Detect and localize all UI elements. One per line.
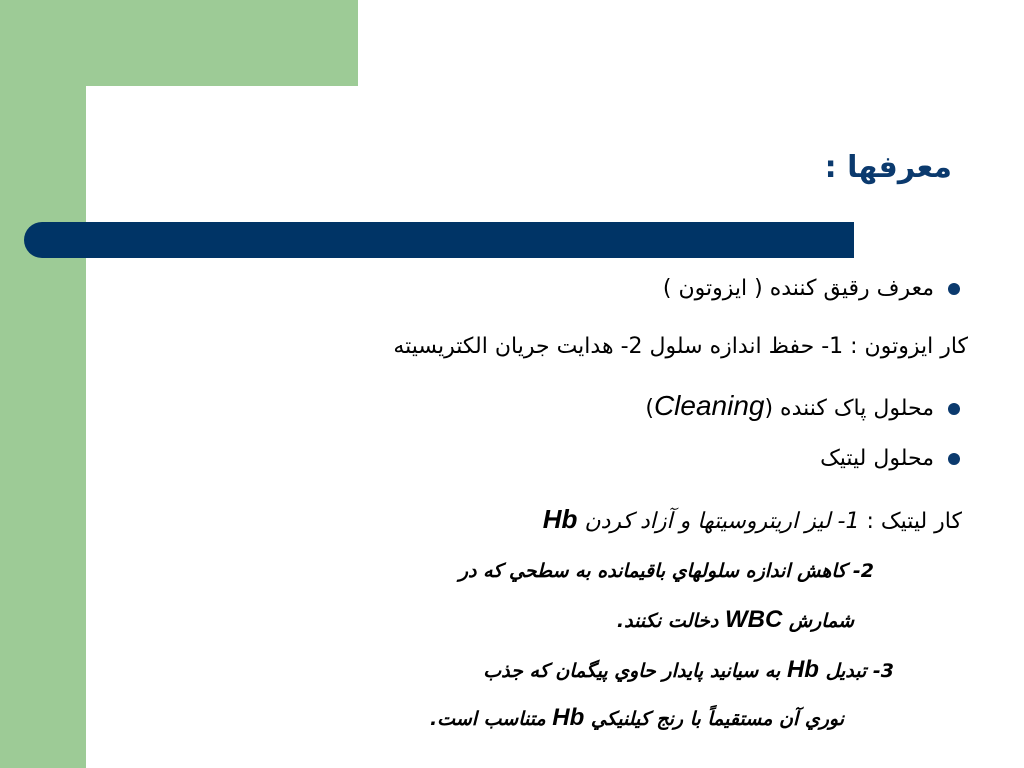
bullet-diluent-text: معرف رقيق كننده ( ايزوتون ) <box>662 276 934 301</box>
bullet-lytic <box>820 446 960 471</box>
lytic-label: کار ليتيک : <box>859 509 962 534</box>
bullet-cleaning-prefix: محلول پاک کننده ( <box>764 396 934 421</box>
item2-wbc: WBC <box>724 606 783 633</box>
item3b-prefix: نوري آن مستقيماً با رنج كيلنيكي <box>584 708 844 730</box>
item3-suffix: به سيانيد پايدار حاوي پيگمان كه جذب <box>483 660 787 682</box>
item3b-hb: Hb <box>552 704 585 731</box>
item2-suffix: دخالت نكنند. <box>616 610 725 632</box>
bullet-cleaning <box>645 390 960 422</box>
bullet-cleaning-latin: Cleaning <box>653 390 765 421</box>
green-top-band <box>0 0 358 86</box>
bullet-dot <box>948 283 960 295</box>
item2-prefix: شمارش <box>782 610 854 632</box>
lytic-item1: 1- ليز اريتروسيتها و آزاد کردن <box>577 509 860 534</box>
lytic-hb: Hb <box>542 504 578 534</box>
item3b-suffix: متناسب است. <box>429 708 553 730</box>
bullet-dot <box>948 453 960 465</box>
green-left-band <box>0 0 86 768</box>
bullet-diluent <box>663 276 960 301</box>
lytic-function-line <box>543 504 962 535</box>
bullet-cleaning-suffix: ) <box>645 396 654 421</box>
lytic-item2-line2 <box>617 606 854 634</box>
bullet-lytic-text: محلول ليتيک <box>820 446 934 471</box>
item3-hb: Hb <box>786 656 819 683</box>
lytic-item3-line2 <box>430 704 844 732</box>
title-divider-bar <box>24 222 854 258</box>
item3-prefix: 3- تبديل <box>818 660 894 682</box>
bullet-dot <box>948 403 960 415</box>
isotone-function-line: كار ايزوتون : 1- حفظ اندازه سلول 2- هدايت جريان الكتريسيته <box>393 334 968 359</box>
lytic-item2-line1: 2- كاهش اندازه سلولهاي باقيمانده به سطحي كه در <box>458 560 874 582</box>
lytic-item3-line1 <box>483 656 894 684</box>
slide-title: معرفها : <box>824 150 952 185</box>
